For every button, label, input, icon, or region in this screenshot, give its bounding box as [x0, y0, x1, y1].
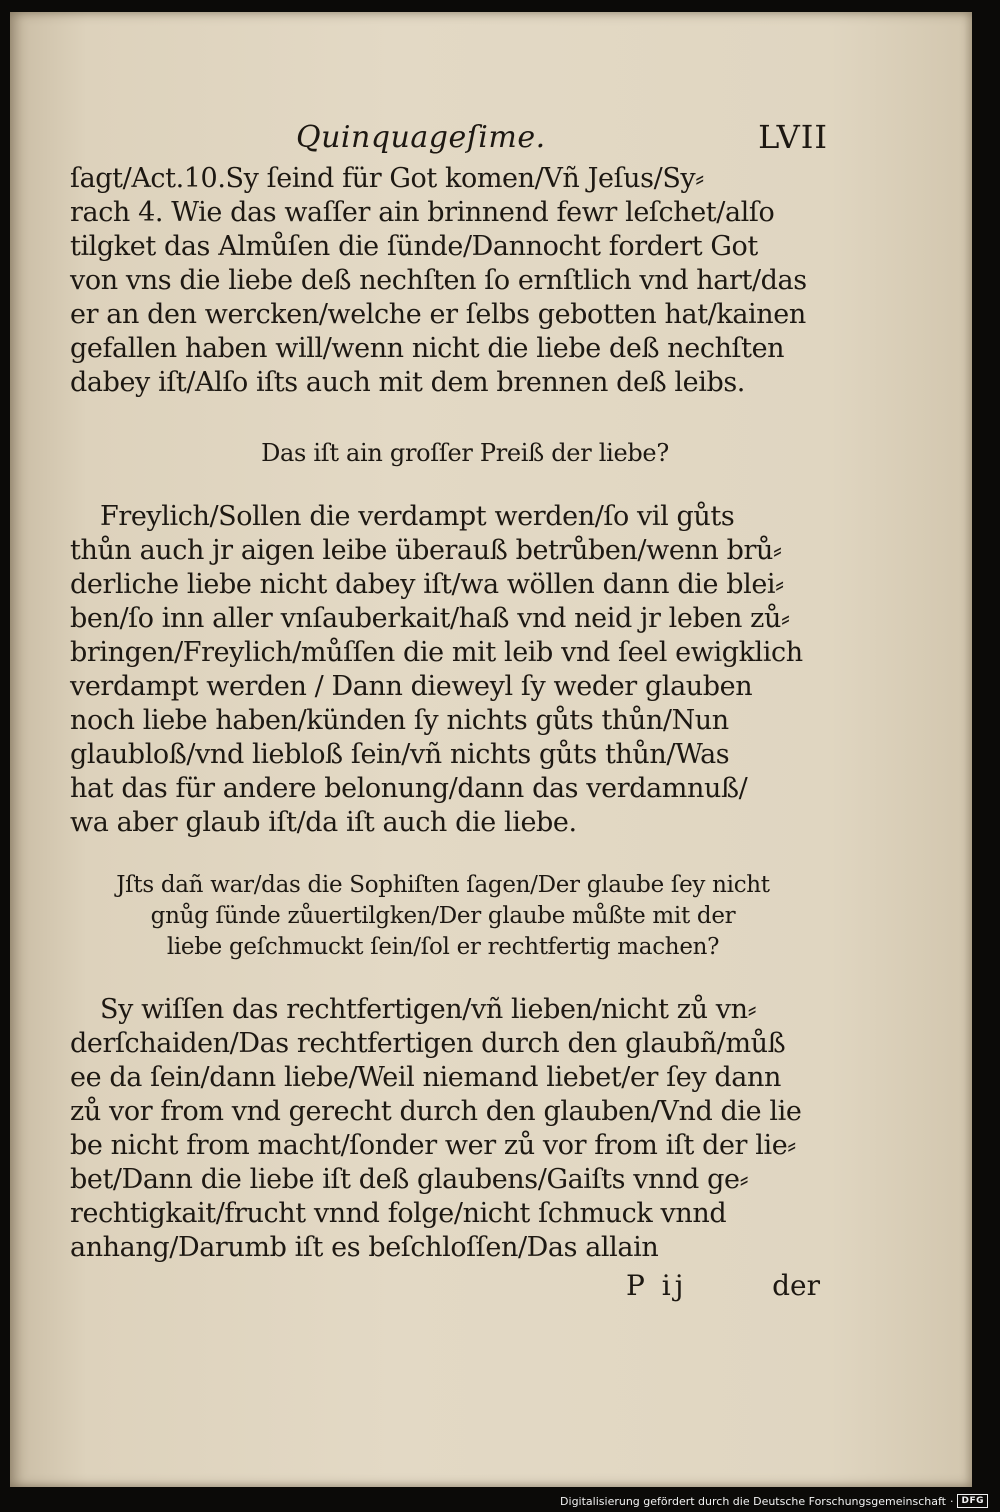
signature-mark: P ij [626, 1269, 688, 1302]
running-title: Quinquageſime. [296, 120, 546, 155]
section-heading: Das iſt ain groſſer Preiß der liebe? [261, 439, 669, 467]
paragraph-2: Freylich/Sollen die verdampt werden/ſo vil gůts thůn auch jr aigen leibe überauß betrůben/wenn brů⸗ derliche liebe nicht dabey iſt/wa wöllen dann die blei⸗ ben/ſo inn aller vnſauberkait/haß vnd neid jr leben zů⸗ bringen/Freylich/můſſen die mit leib vnd ſeel ewigklich verdampt werden / Dann dieweyl ſy weder glauben noch liebe haben/künden ſy nichts gůts thůn/Nun glaubloß/vnd liebloß ſein/vñ nichts gůts thůn/Was hat das für andere belonung/dann das verdamnuß/ wa aber glaub iſt/da iſt auch die liebe. [70, 501, 803, 838]
folio-number: LVII [758, 118, 828, 156]
digitization-credit [560, 1494, 988, 1508]
catch-line [70, 1269, 820, 1309]
paragraph-3: Sy wiſſen das rechtfertigen/vñ lieben/nicht zů vn⸗ derſchaiden/Das rechtfertigen durch den glaubñ/můß ee da ſein/dann liebe/Weil niemand liebet/er ſey dann zů vor from vnd gerecht durch den glauben/Vnd die lie be nicht from macht/ſonder wer zů vor from iſt der lie⸗ bet/Dann die liebe iſt deß glaubens/Gaiſts vnnd ge⸗ rechtigkait/frucht vnnd folge/nicht ſchmuck vnnd anhang/Darumb iſt es beſchloſſen/Das allain [70, 994, 802, 1263]
paragraph-1: ſagt/Act.10.Sy ſeind für Got komen/Vñ Jeſus/Sy⸗ rach 4. Wie das waſſer ain brinnend fewr leſchet/alſo tilgket das Almůſen die ſünde/Dannocht fordert Got von vns die liebe deß nechſten ſo ernſtlich vnd hart/das er an den wercken/welche er ſelbs gebotten hat/kainen gefallen haben will/wenn nicht die liebe deß nechſten dabey iſt/Alſo iſts auch mit dem brennen deß leibs. [70, 163, 807, 398]
dfg-logo: DFG [957, 1494, 988, 1508]
credit-separator: · [949, 1494, 954, 1508]
catchword: der [772, 1269, 820, 1302]
question-heading: Jſts dañ war/das die Sophiſten ſagen/Der glaube ſey nicht gnůg ſünde zůuertilgken/Der glaube můßte mit der liebe geſchmuckt ſein/ſol er rechtfertig machen? [116, 872, 770, 960]
book-page [10, 12, 972, 1487]
text-block [70, 112, 828, 1309]
running-head [70, 112, 828, 162]
credit-text: Digitalisierung gefördert durch die Deutsche Forschungsgemeinschaft [560, 1494, 946, 1508]
